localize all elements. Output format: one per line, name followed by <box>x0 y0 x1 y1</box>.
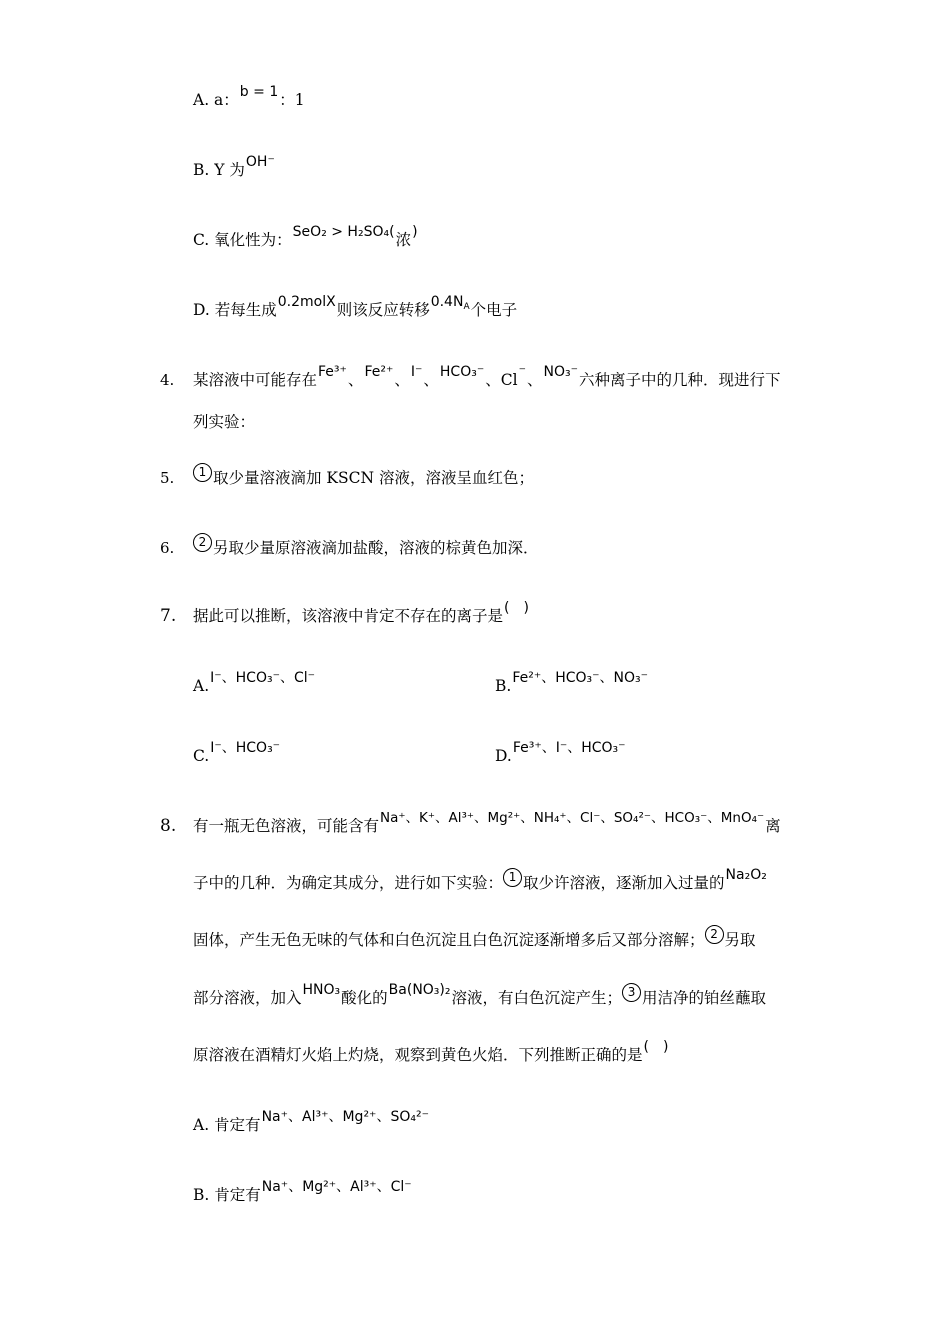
q7-option-d: D.Fe³⁺、I⁻、HCO₃⁻ <box>495 740 626 765</box>
q8-line1: 有一瓶无色溶液，可能含有Na⁺、K⁺、Al³⁺、Mg²⁺、NH₄⁺、Cl⁻、SO₄²⁻、HCO₃⁻、MnO₄⁻离 <box>193 810 781 835</box>
q8-line5: 原溶液在酒精灯火焰上灼烧，观察到黄色火焰．下列推断正确的是( ) <box>193 1039 669 1064</box>
formula: SeO₂ > H₂SO₄( <box>292 224 395 240</box>
q7-option-b: B.Fe²⁺、HCO₃⁻、NO₃⁻ <box>495 670 649 695</box>
formula: $0.4N_A$ <box>430 294 470 312</box>
q8-option-a: A. 肯定有Na⁺、Al³⁺、Mg²⁺、SO₄²⁻ <box>193 1109 429 1134</box>
circled-number-icon: 2 <box>193 533 212 552</box>
circled-number-icon: 3 <box>622 983 641 1002</box>
q3-option-b: B. Y 为OH⁻ <box>193 154 275 179</box>
circled-number-icon: 2 <box>705 925 724 944</box>
q7-option-a: A.I⁻、HCO₃⁻、Cl⁻ <box>193 670 316 695</box>
question-number: 5. <box>160 469 175 487</box>
q8-line3: 固体，产生无色无味的气体和白色沉淀且白色沉淀逐渐增多后又部分溶解； 2 另取 <box>193 927 756 949</box>
question-number: 8. <box>160 816 177 836</box>
circled-number-icon: 1 <box>193 463 212 482</box>
q4-line2: 列实验： <box>193 413 256 431</box>
q8-line2: 子中的几种．为确定其成分，进行如下实验： 1 取少许溶液，逐渐加入过量的Na₂O₂ <box>193 867 767 892</box>
circled-number-icon: 1 <box>503 868 522 887</box>
q7-option-c: C.I⁻、HCO₃⁻ <box>193 740 281 765</box>
formula: b = 1 <box>239 84 279 100</box>
q7-text: 据此可以推断，该溶液中肯定不存在的离子是( ) <box>193 600 529 625</box>
q8-option-b: B. 肯定有Na⁺、Mg²⁺、Al³⁺、Cl⁻ <box>193 1179 412 1204</box>
q3-option-a: A. a：b = 1：1 <box>193 84 305 109</box>
q8-line4: 部分溶液，加入HNO₃酸化的Ba(NO₃)₂溶液，有白色沉淀产生； 3 用洁净的铂丝蘸取 <box>193 982 767 1007</box>
q6-text: 2 另取少量原溶液滴加盐酸，溶液的棕黄色加深． <box>193 538 539 559</box>
question-number: 7. <box>160 606 177 626</box>
formula: OH⁻ <box>245 154 275 170</box>
q4-line1: 某溶液中可能存在Fe³⁺、Fe²⁺、I⁻、HCO₃⁻、Cl⁻、NO₃⁻六种离子中的几种．现进行下 <box>193 364 781 389</box>
q3-option-c: C. 氧化性为：SeO₂ > H₂SO₄(浓) <box>193 224 418 249</box>
q3-option-d: D. 若每生成0.2molX则该反应转移$0.4N_A$个电子 <box>193 294 518 319</box>
question-number: 4. <box>160 371 175 389</box>
question-number: 6. <box>160 539 175 557</box>
formula: 0.2molX <box>277 294 336 310</box>
q5-text: 1 取少量溶液滴加 KSCN 溶液，溶液呈血红色； <box>193 468 534 489</box>
